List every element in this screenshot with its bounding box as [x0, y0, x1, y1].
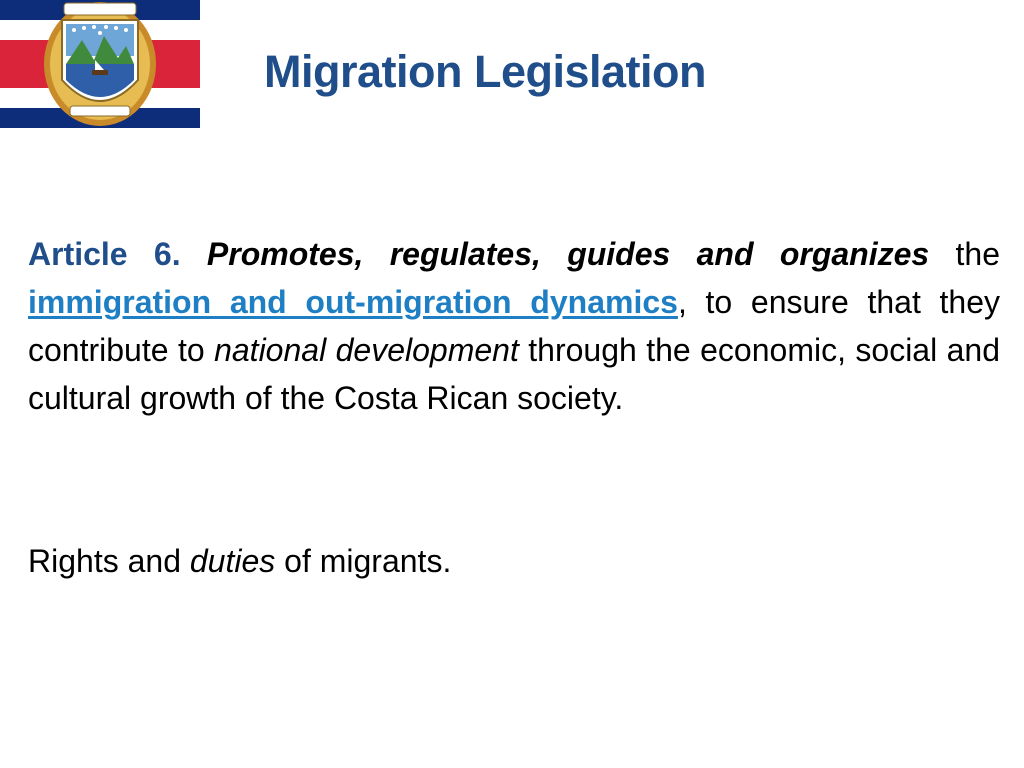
- italic-national-development: national development: [214, 332, 519, 368]
- duties-word: duties: [189, 543, 276, 579]
- flag-svg: [0, 0, 200, 128]
- rights-text: Rights and: [28, 543, 190, 579]
- slide-title: Migration Legislation: [264, 46, 707, 97]
- migrants-text: of migrants.: [275, 543, 452, 579]
- text-end: through the economic, social and cultural growth of the Costa Rican society.: [28, 332, 1001, 416]
- article-paragraph: [28, 230, 1000, 422]
- rights-duties-line: [28, 537, 451, 585]
- text-before-link: the: [929, 236, 1000, 272]
- article-emphasis: Promotes, regulates, guides and organizes: [206, 236, 930, 272]
- costa-rica-flag-image: [0, 0, 200, 128]
- migration-dynamics-link[interactable]: immigration and out-migration dynamics: [28, 284, 678, 320]
- article-label: Article 6.: [28, 236, 181, 272]
- text-after-link: , to ensure that they contribute to: [28, 284, 1001, 368]
- coat-of-arms-emblem-icon: [44, 2, 156, 126]
